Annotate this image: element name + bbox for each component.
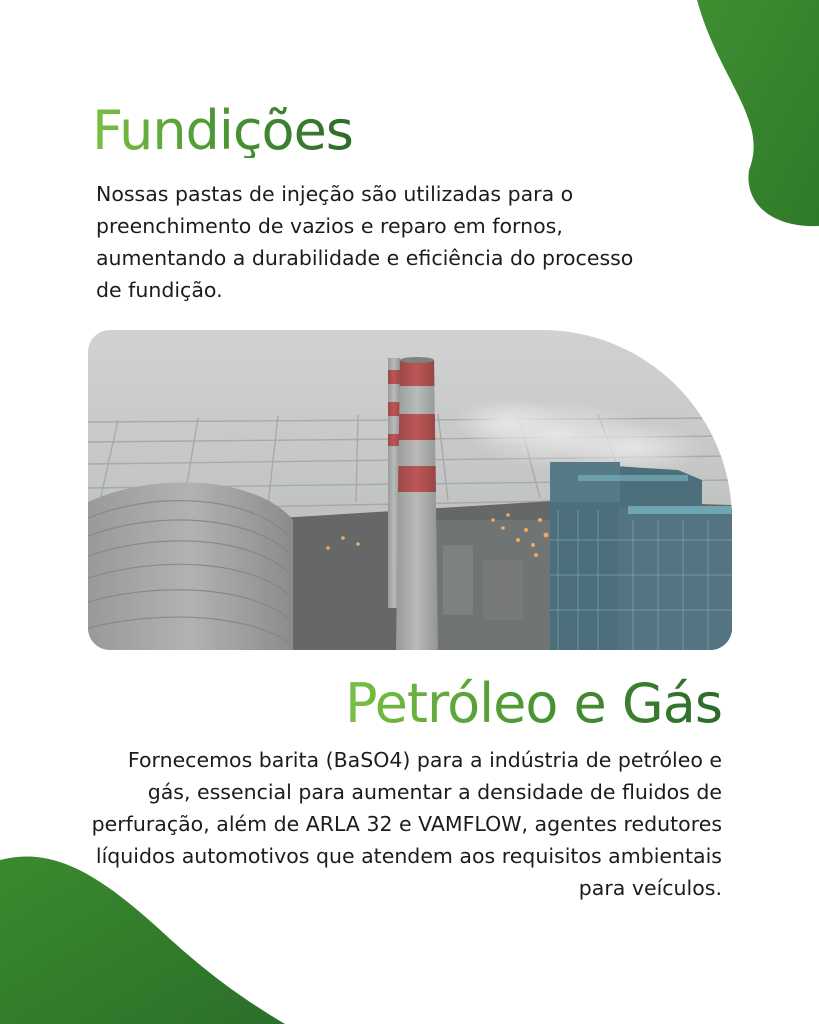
section-title-petroleo-gas: Petróleo e Gás [345, 672, 722, 735]
industrial-plant-photo [88, 330, 732, 650]
section-title-fundicoes: Fundições [92, 99, 353, 162]
section-body-fundicoes: Nossas pastas de injeção são utilizadas para o preenchimento de vazios e reparo em fornos, aumentando a durabilidade e eficiência do processo de fundição. [96, 182, 634, 302]
section-body-petroleo-gas: Fornecemos barita (BaSO4) para a indústria de petróleo e gás, essencial para aumentar a densidade de fluidos de perfuração, além de ARLA 32 e VAMFLOW, agentes redutores líquidos automotivos que atendem aos requisitos ambientais para veículos. [91, 748, 722, 900]
